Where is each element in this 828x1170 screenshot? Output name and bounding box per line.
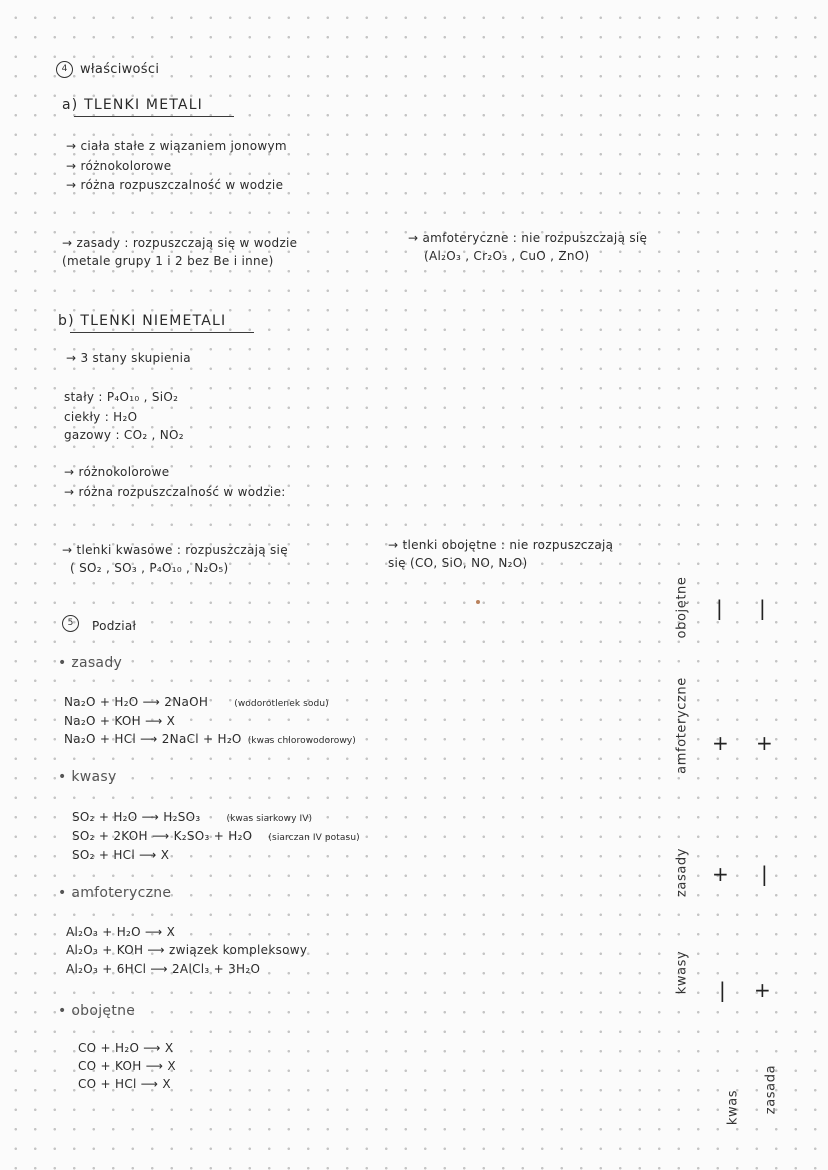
table-row-label-amfoteryczne: amfoteryczne bbox=[674, 677, 690, 774]
table-kwasy-kwas: | bbox=[719, 978, 726, 1002]
section-4-number: 4 bbox=[56, 61, 73, 78]
group-zasady-text: zasady bbox=[71, 655, 123, 671]
state-ciekly: ciekły : H₂O bbox=[64, 410, 138, 424]
state-staly: stały : P₄O₁₀ , SiO₂ bbox=[64, 390, 179, 404]
metal-prop-1: → ciała stałe z wiązaniem jonowym bbox=[66, 139, 287, 153]
section-5-number: 5 bbox=[62, 615, 79, 632]
obojetne-eq-2: CO + KOH ⟶ X bbox=[78, 1059, 176, 1073]
amfoteryczne-eq-3: Al₂O₃ + 6HCl ⟶ 2AlCl₃ + 3H₂O bbox=[66, 962, 261, 976]
states-title: → 3 stany skupienia bbox=[66, 351, 191, 365]
kwasowe-line1: → tlenki kwasowe : rozpuszczają się bbox=[62, 543, 288, 557]
group-obojetne-text: obojętne bbox=[71, 1003, 136, 1019]
group-amfoteryczne-label: • amfoteryczne bbox=[58, 885, 172, 901]
zasady-eq-3: Na₂O + HCl ⟶ 2NaCl + H₂O (kwas chlorowodorowy) bbox=[64, 732, 356, 746]
heading-tlenki-niemetali: b) TLENKI NIEMETALI bbox=[58, 313, 227, 329]
metal-prop-2: → różnokolorowe bbox=[66, 159, 172, 173]
group-kwasy-text: kwasy bbox=[71, 769, 117, 785]
amfoteryczne-eq-1: Al₂O₃ + H₂O ⟶ X bbox=[66, 925, 176, 939]
state-gazowy: gazowy : CO₂ , NO₂ bbox=[64, 428, 184, 442]
group-kwasy-label: • kwasy bbox=[58, 769, 117, 785]
table-amfoteryczne-kwas: + bbox=[712, 731, 729, 755]
zasady-eq-1: Na₂O + H₂O ⟶ 2NaOH (wodorotlenek sodu) bbox=[64, 695, 329, 709]
heading-tlenki-metali: a) TLENKI METALI bbox=[62, 97, 204, 113]
section-5-title: Podział bbox=[92, 619, 137, 633]
metal-zasady-line1: → zasady : rozpuszczają się w wodzie bbox=[62, 236, 298, 250]
table-col-kwas: kwas bbox=[725, 1089, 741, 1126]
table-row-label-zasady: zasady bbox=[674, 847, 690, 898]
metal-amfoteryczne-line1: → amfoteryczne : nie rozpuszczają się bbox=[408, 231, 648, 245]
group-obojetne-label: • obojętne bbox=[58, 1003, 136, 1019]
kwasowe-line2: ( SO₂ , SO₃ , P₄O₁₀ , N₂O₅) bbox=[70, 561, 229, 575]
table-amfoteryczne-zasada: + bbox=[756, 731, 773, 755]
zasady-eq-2: Na₂O + KOH ⟶ X bbox=[64, 714, 176, 728]
amfoteryczne-eq-2: Al₂O₃ + KOH ⟶ związek kompleksowy bbox=[66, 943, 308, 957]
table-kwasy-zasada: + bbox=[754, 978, 771, 1002]
ink-dot bbox=[476, 600, 480, 604]
kwasy-eq-2: SO₂ + 2KOH ⟶ K₂SO₃ + H₂O (siarczan IV potasu) bbox=[72, 829, 360, 843]
table-obojetne-zasada: | bbox=[759, 596, 766, 620]
kwasy-eq-1: SO₂ + H₂O ⟶ H₂SO₃ (kwas siarkowy IV) bbox=[72, 810, 313, 824]
group-zasady-label: • zasady bbox=[58, 655, 123, 671]
obojetne-line1: → tlenki obojętne : nie rozpuszczają bbox=[388, 538, 614, 552]
kwasy-eq-3: SO₂ + HCl ⟶ X bbox=[72, 848, 170, 862]
group-amfoteryczne-text: amfoteryczne bbox=[71, 885, 172, 901]
table-zasady-kwas: + bbox=[712, 862, 729, 886]
nonmetal-prop-2: → różna rozpuszczalność w wodzie: bbox=[64, 485, 286, 499]
table-row-label-obojetne: obojętne bbox=[674, 576, 690, 639]
table-zasady-zasada: | bbox=[761, 862, 768, 886]
table-row-label-kwasy: kwasy bbox=[674, 950, 690, 995]
metal-amfoteryczne-line2: (Al₂O₃ , Cr₂O₃ , CuO , ZnO) bbox=[424, 249, 590, 263]
nonmetal-prop-1: → różnokolorowe bbox=[64, 465, 170, 479]
table-obojetne-kwas: | bbox=[716, 596, 723, 620]
obojetne-eq-3: CO + HCl ⟶ X bbox=[78, 1077, 171, 1091]
obojetne-eq-1: CO + H₂O ⟶ X bbox=[78, 1041, 174, 1055]
table-col-zasada: zasada bbox=[763, 1064, 779, 1115]
section-4-title: właściwości bbox=[80, 62, 160, 77]
obojetne-line2: się (CO, SiO, NO, N₂O) bbox=[388, 556, 528, 570]
metal-zasady-line2: (metale grupy 1 i 2 bez Be i inne) bbox=[62, 254, 274, 268]
metal-prop-3: → różna rozpuszczalność w wodzie bbox=[66, 178, 284, 192]
